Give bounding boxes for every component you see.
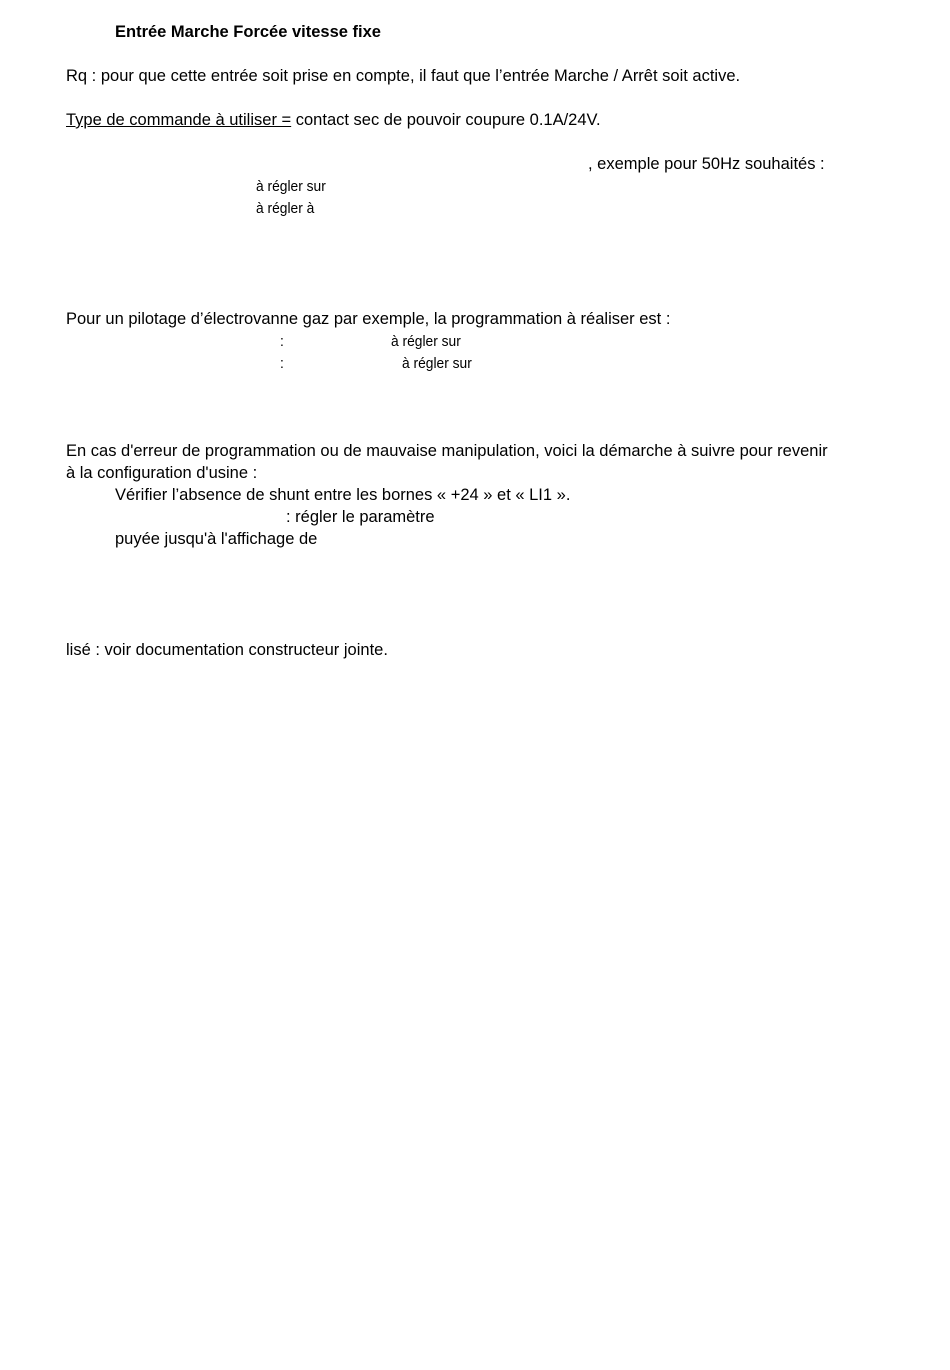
gas-line-1-text: à régler sur [391,333,461,350]
command-type-line [66,110,601,130]
reset-step-1: Vérifier l’absence de shunt entre les bornes « +24 » et « LI1 ». [115,486,571,504]
example-line-2: à régler à [256,200,315,217]
reset-intro-line-2: à la configuration d'usine : [66,464,258,482]
example-line-1: à régler sur [256,178,326,195]
footer-note: lisé : voir documentation constructeur jointe. [66,641,388,659]
command-type-label: Type de commande à utiliser = [66,111,292,129]
gas-line-2-text: à régler sur [402,355,472,372]
reset-intro-line-1: En cas d'erreur de programmation ou de mauvaise manipulation, voici la démarche à suivre pour revenir [66,442,828,460]
example-intro: , exemple pour 50Hz souhaités : [588,155,825,173]
reset-step-3: puyée jusqu'à l'affichage de [115,530,318,548]
gas-line-2-colon: : [280,355,284,372]
gas-line-1-colon: : [280,333,284,350]
reset-step-2: : régler le paramètre [286,508,435,526]
gas-intro: Pour un pilotage d’électrovanne gaz par exemple, la programmation à réaliser est : [66,310,671,328]
section-heading: Entrée Marche Forcée vitesse fixe [115,23,381,41]
note-paragraph: Rq : pour que cette entrée soit prise en compte, il faut que l’entrée Marche / Arrêt soit active. [66,67,741,85]
command-type-value: contact sec de pouvoir coupure 0.1A/24V. [291,111,601,129]
